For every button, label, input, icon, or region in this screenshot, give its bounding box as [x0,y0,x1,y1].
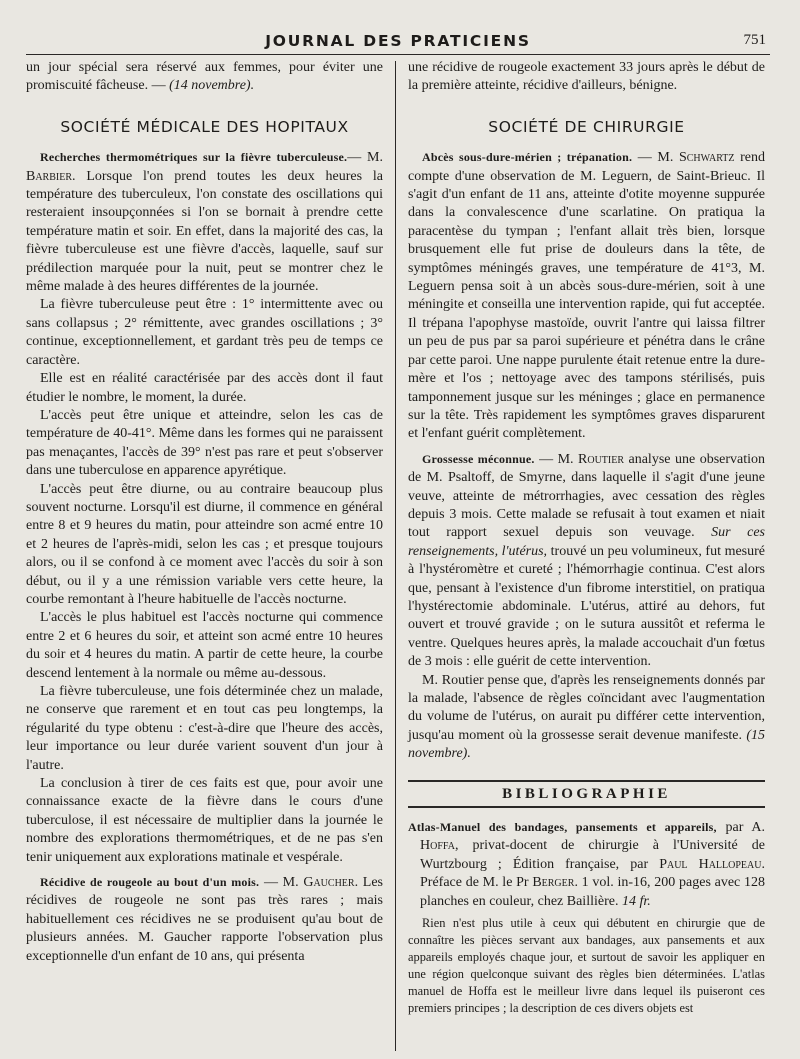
paragraph: M. Routier pense que, d'après les renseignements donnés par la malade, l'absence de règles coïncidant avec l'augmentation du volume de l'utérus, on aurait pu différer cette intervention, jusqu'au moment où la grossesse serait devenue manifeste. (15 novembre). [408,672,765,762]
paragraph: Elle est en réalité caractérisée par des accès dont il faut étudier le nombre, le moment, la durée. [26,371,383,405]
article-title: Recherches thermométriques sur la fièvre tuberculeuse. [40,150,348,165]
article-abces: Abcès sous-dure-mérien ; trépanation. — M. Schwartz rend compte d'une observation de M. Leguern, de Saint-Brieuc. Il s'agit d'un enfant de 11 ans, atteinte d'otite moyenne suppurée dans la convalescence d'une scarlatine. On pratiqua la paracentèse du tympan ; l'enfant allait très bien, lorsque brusquement elle fut prise de douleurs dans la tête, de symptômes méningés graves, une température de 41°3, M. Leguern pensa soit à un abcès sous-dure-mérien, soit à une méningite et conseilla une intervention rapide, qui fut acceptée. Il trépana l'apophyse mastoïde, ouvrit l'antre qui laissa filtrer un peu de pus par sa paroi supérieure et pénétra dans le crâne par cette paroi. Une nappe purulente était retenue entre la dure-mère et l'os ; nettoyage avec des tampons stérilisés, puis tamponnement jusque sur les méninges ; glace en permanence sur la tête. Très rapidement les symptômes graves disparurent et l'enfant guérit complètement. [408,150,765,442]
paragraph: La conclusion à tirer de ces faits est que, pour avoir une connaissance exacte de la fièvre dans le cours d'une tuberculose, il est nécessaire de multiplier dans la journée le nombre des explorations thermométriques, et de ne pas s'en tenir uniquement aux explorations matinale et vespérale. [26,776,383,865]
text-columns [26,59,770,1059]
right-column [408,59,765,1059]
right-intro: une récidive de rougeole exactement 33 jours après le début de la première atteinte, récidive d'ailleurs, bénigne. [408,60,765,94]
section-title-chirurgie: SOCIÉTÉ DE CHIRURGIE [488,117,685,136]
article-fievre-tuberculeuse: Recherches thermométriques sur la fièvre tuberculeuse.— M. Barbier. Lorsque l'on prend toutes les deux heures la température des tuberculeux, l'on constate des oscillations qui resteraient insoupçonnées si l'on se bornait à prendre cette température matin et soir. En effet, dans la majorité des cas, la fièvre tuberculeuse est une fièvre d'accès, laquelle, sauf sur prédilection marquée pour la nuit, peut se montrer chez le même malade à des heures différentes de la journée. [26,150,383,295]
paragraph: La fièvre tuberculeuse, une fois déterminée chez un malade, ne conserve que rarement et en tout cas peu longtemps, la régularité du type obtenu : c'est-à-dire que l'heure des accès, leur importance ou leur durée varient souvent d'un jour à l'autre. [26,684,383,773]
paragraph: L'accès peut être diurne, ou au contraire beaucoup plus souvent nocturne. Lorsqu'il est diurne, il commence en général entre 8 et 9 heures du matin, pour atteindre son acmé entre 10 et 2 heures de l'après-midi, selon les cas ; et presque toujours alors, ou il se confond à ce moment avec l'accès du soir à son début, ou il y a une rémission variable vers cette heure, la courbe remontant à l'heure habituelle de l'accès nocturne. [26,481,383,607]
article-title: Récidive de rougeole au bout d'un mois. [40,875,260,890]
paragraph: L'accès peut être unique et atteindre, selon les cas de température de 40-41°. Même dans les formes qui ne paraissent pas menaçantes, l'accès de 39° n'est pas rare et peut s'observer dans une tuberculose en apparence apyrétique. [26,407,383,479]
section-title-bibliographie: BIBLIOGRAPHIE [408,780,765,808]
article-grossesse: Grossesse méconnue. — M. Routier analyse une observation de M. Psaltoff, de Smyrne, dans laquelle il s'agit d'une jeune veuve, atteinte de métrorrhagies, avec cessation des règles depuis 3 mois. Cette malade se refusait à tout examen et niait tout rapport sexuel depuis son veuvage. Sur ces renseignements, l'utérus, trouvé un peu volumineux, fut mesuré à l'hystéromètre et cureté ; l'hémorrhagie continua. C'est alors que, pensant à l'existence d'un fibrome interstitiel, on pratiqua l'hystérectomie abdominale. L'utérus, attiré au dehors, fut ouvert et trouvé gravide ; on le sutura aussitôt et referma le ventre. Quelques heures après, la malade accouchait d'un fœtus de 3 mois : elle guérit de cette intervention. [408,451,766,670]
paragraph: La fièvre tuberculeuse peut être : 1° intermittente avec ou sans collapsus ; 2° rémittente, avec grandes oscillations ; 3° continue, exceptionnellement, et gardant très peu de temps ce caractère. [26,297,383,368]
book-review: Rien n'est plus utile à ceux qui débutent en chirurgie que de connaître les pièces servant aux bandages, aux pansements et aux appareils employés chaque jour, et surtout de savoir les appliquer en une région quelconque suivant des règles bien déterminées. L'atlas manuel de Hoffa est le meilleur livre dans lequel ils puiseront ces premiers principes ; la description de ces divers objets est [408,916,765,1016]
journal-title: JOURNAL DES PRATICIENS [265,32,531,50]
book-title: Atlas-Manuel des bandages, pansements et appareils, [408,820,717,835]
paragraph: L'accès le plus habituel est l'accès nocturne qui commence entre 2 et 6 heures du soir, et atteint son acmé entre 10 heures du soir et 4 heures du matin. A partir de cette heure, la courbe descend lentement à la normale ou même au-dessous. [26,610,383,681]
article-title: Grossesse méconnue. [422,451,535,466]
author-name: Schwartz [678,150,735,166]
article-title: Abcès sous-dure-mérien ; trépanation. [422,150,633,165]
article-recidive-rougeole: Récidive de rougeole au bout d'un mois. — M. Gaucher. Les récidives de rougeole ne sont pas très rares ; mais habituellement ces récidives ne se produisent qu'au bout de plusieurs années. M. Gaucher rapporte l'observation plus exceptionnelle d'un enfant de 10 ans, qui présenta [26,875,384,964]
date: (15 novembre). [408,727,765,762]
left-intro-date: (14 novembre). [169,78,255,94]
author-name: Gaucher [303,875,355,891]
section-title-medicale: SOCIÉTÉ MÉDICALE DES HOPITAUX [60,117,349,136]
author-name: Routier [578,451,625,467]
bibliography-reference: Atlas-Manuel des bandages, pansements et appareils, par A. Hoffa, privat-docent de chirurgie à l'Université de Wurtzbourg ; Édition française, par Paul Hallopeau. Préface de M. le Pr Berger. 1 vol. in-16, 200 pages avec 128 planches en couleur, chez Baillière. 14 fr. [408,820,765,909]
left-intro: un jour spécial sera réservé aux femmes, pour éviter une promiscuité fâcheuse. — (14 novembre). [26,60,383,94]
author-name: Barbier [26,168,73,184]
running-head [26,30,770,55]
column-divider [395,61,396,1051]
left-column [26,59,383,1059]
page-number: 751 [743,32,766,48]
